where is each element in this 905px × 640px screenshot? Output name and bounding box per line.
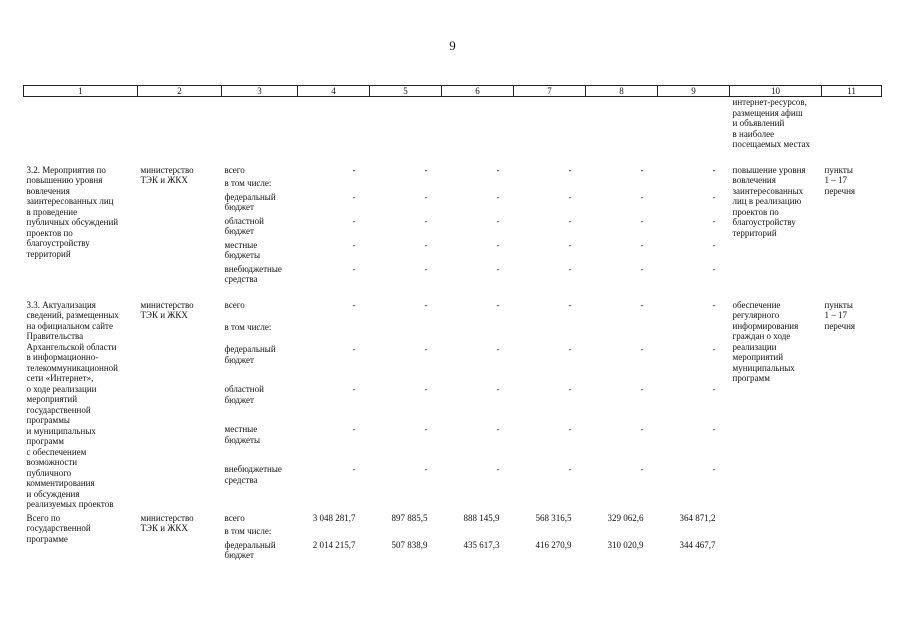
continuation-text: интернет-ресурсов, размещения афиш и объявлений в наиболее посещаемых местах: [732, 97, 810, 149]
expected-result: обеспечение регулярного информирования граждан о ходе реализации мероприятий муниципальных программ: [732, 299, 799, 383]
col-header-8: 8: [586, 86, 658, 97]
value-cell: -: [568, 215, 572, 226]
activity-name: 3.2. Мероприятия по повышению уровня вовлечения заинтересованных лиц в проведение публичных обсуждений проектов по благоустройству территорий: [26, 164, 119, 259]
value-cell: -: [424, 263, 428, 274]
value-cell: -: [640, 384, 644, 395]
value-cell: -: [424, 464, 428, 475]
funding-source: федеральный бюджет: [224, 344, 276, 365]
value-cell: -: [712, 191, 716, 202]
value-cell: [442, 178, 514, 192]
value-cell: -: [640, 215, 644, 226]
value-cell: -: [352, 424, 356, 435]
value-cell: 568 316,5: [535, 512, 572, 523]
reference: пункты 1 – 17 перечня: [824, 299, 856, 331]
value-cell: -: [424, 215, 428, 226]
funding-source: всего: [224, 164, 245, 175]
value-cell: -: [640, 191, 644, 202]
value-cell: -: [496, 464, 500, 475]
value-cell: 416 270,9: [535, 539, 572, 550]
funding-source: местные бюджеты: [224, 424, 260, 445]
value-cell: 507 838,9: [391, 539, 428, 550]
value-cell: [586, 178, 658, 192]
value-cell: 888 145,9: [463, 512, 500, 523]
value-cell: [658, 322, 730, 344]
table-row: [24, 513, 882, 527]
value-cell: -: [568, 164, 572, 175]
expected-result: повышение уровня вовлечения заинтересованных лиц в реализацию проектов по благоустройству территорий: [732, 164, 806, 238]
executor: министерство ТЭК и ЖКХ: [140, 512, 194, 533]
value-cell: -: [352, 464, 356, 475]
value-cell: -: [640, 239, 644, 250]
value-cell: -: [712, 424, 716, 435]
col-header-7: 7: [514, 86, 586, 97]
funding-source: федеральный бюджет: [224, 539, 276, 560]
value-cell: 897 885,5: [391, 512, 428, 523]
funding-source: местные бюджеты: [224, 239, 260, 260]
activity-name: 3.3. Актуализация сведений, размещенных на официальном сайте Правительства Архангельской области в информационно- телекоммуникационной сети «Интернет», о ходе реализации мероприятий государственной программы и муниципальных программ с обеспечением возможности публичного комментирования и обсуждения реализуемых проектов: [26, 299, 119, 509]
value-cell: -: [352, 215, 356, 226]
value-cell: -: [568, 344, 572, 355]
value-cell: -: [424, 424, 428, 435]
value-cell: -: [712, 384, 716, 395]
value-cell: [442, 526, 514, 540]
col-header-1: 1: [24, 86, 138, 97]
funding-source: в том числе:: [224, 321, 272, 332]
value-cell: -: [712, 263, 716, 274]
value-cell: [514, 526, 586, 540]
value-cell: -: [424, 384, 428, 395]
col-header-10: 10: [730, 86, 822, 97]
value-cell: 435 617,3: [463, 539, 500, 550]
funding-source: в том числе:: [224, 526, 272, 536]
funding-source: федеральный бюджет: [224, 191, 276, 212]
value-cell: [298, 322, 370, 344]
col-header-5: 5: [370, 86, 442, 97]
value-cell: [586, 322, 658, 344]
value-cell: -: [352, 191, 356, 202]
funding-source: внебюджетные средства: [224, 464, 282, 485]
executor: министерство ТЭК и ЖКХ: [140, 299, 194, 320]
value-cell: [370, 178, 442, 192]
value-cell: -: [496, 191, 500, 202]
budget-table: [23, 85, 882, 576]
col-header-9: 9: [658, 86, 730, 97]
value-cell: -: [568, 464, 572, 475]
value-cell: -: [496, 263, 500, 274]
value-cell: -: [640, 263, 644, 274]
value-cell: 3 048 281,7: [312, 512, 356, 523]
value-cell: -: [568, 239, 572, 250]
funding-source: внебюджетные средства: [224, 263, 282, 284]
value-cell: [658, 178, 730, 192]
page-number: 9: [449, 38, 456, 53]
value-cell: 2 014 215,7: [312, 539, 356, 550]
value-cell: -: [712, 299, 716, 310]
value-cell: [298, 526, 370, 540]
value-cell: [298, 178, 370, 192]
col-header-3: 3: [222, 86, 298, 97]
value-cell: -: [352, 263, 356, 274]
value-cell: 344 467,7: [679, 539, 716, 550]
expected-result: [730, 513, 822, 576]
executor: министерство ТЭК и ЖКХ: [140, 164, 194, 185]
value-cell: -: [496, 424, 500, 435]
value-cell: -: [352, 344, 356, 355]
value-cell: -: [352, 384, 356, 395]
value-cell: 364 871,2: [679, 512, 716, 523]
value-cell: [658, 526, 730, 540]
activity-name: Всего по государственной программе: [26, 512, 91, 544]
col-header-11: 11: [822, 86, 882, 97]
value-cell: -: [352, 299, 356, 310]
funding-source: областной бюджет: [224, 384, 264, 405]
value-cell: [442, 322, 514, 344]
value-cell: -: [640, 344, 644, 355]
value-cell: -: [496, 299, 500, 310]
value-cell: -: [496, 215, 500, 226]
value-cell: [370, 526, 442, 540]
value-cell: 329 062,6: [607, 512, 644, 523]
funding-source: всего: [224, 299, 245, 310]
value-cell: 310 020,9: [607, 539, 644, 550]
table-row: [24, 165, 882, 179]
value-cell: -: [496, 164, 500, 175]
value-cell: -: [424, 191, 428, 202]
value-cell: [370, 322, 442, 344]
value-cell: -: [712, 239, 716, 250]
value-cell: -: [424, 239, 428, 250]
value-cell: -: [640, 299, 644, 310]
value-cell: -: [568, 299, 572, 310]
value-cell: -: [352, 239, 356, 250]
col-header-2: 2: [138, 86, 222, 97]
value-cell: -: [640, 424, 644, 435]
value-cell: -: [568, 424, 572, 435]
value-cell: -: [352, 164, 356, 175]
continuation-row: [24, 97, 882, 165]
funding-source: областной бюджет: [224, 215, 264, 236]
value-cell: -: [424, 299, 428, 310]
funding-source: в том числе:: [224, 178, 272, 188]
value-cell: [586, 526, 658, 540]
col-header-6: 6: [442, 86, 514, 97]
value-cell: -: [640, 464, 644, 475]
value-cell: -: [712, 164, 716, 175]
value-cell: -: [712, 344, 716, 355]
col-header-4: 4: [298, 86, 370, 97]
value-cell: [514, 322, 586, 344]
value-cell: -: [496, 384, 500, 395]
reference: [822, 513, 882, 576]
table-row: [24, 300, 882, 322]
value-cell: -: [496, 239, 500, 250]
value-cell: -: [568, 384, 572, 395]
value-cell: -: [424, 344, 428, 355]
value-cell: -: [496, 344, 500, 355]
value-cell: -: [712, 464, 716, 475]
value-cell: -: [712, 215, 716, 226]
value-cell: -: [424, 164, 428, 175]
reference: пункты 1 – 17 перечня: [824, 164, 856, 196]
value-cell: -: [568, 191, 572, 202]
value-cell: -: [568, 263, 572, 274]
column-number-row: [24, 86, 882, 97]
funding-source: всего: [224, 512, 245, 523]
value-cell: [514, 178, 586, 192]
value-cell: -: [640, 164, 644, 175]
